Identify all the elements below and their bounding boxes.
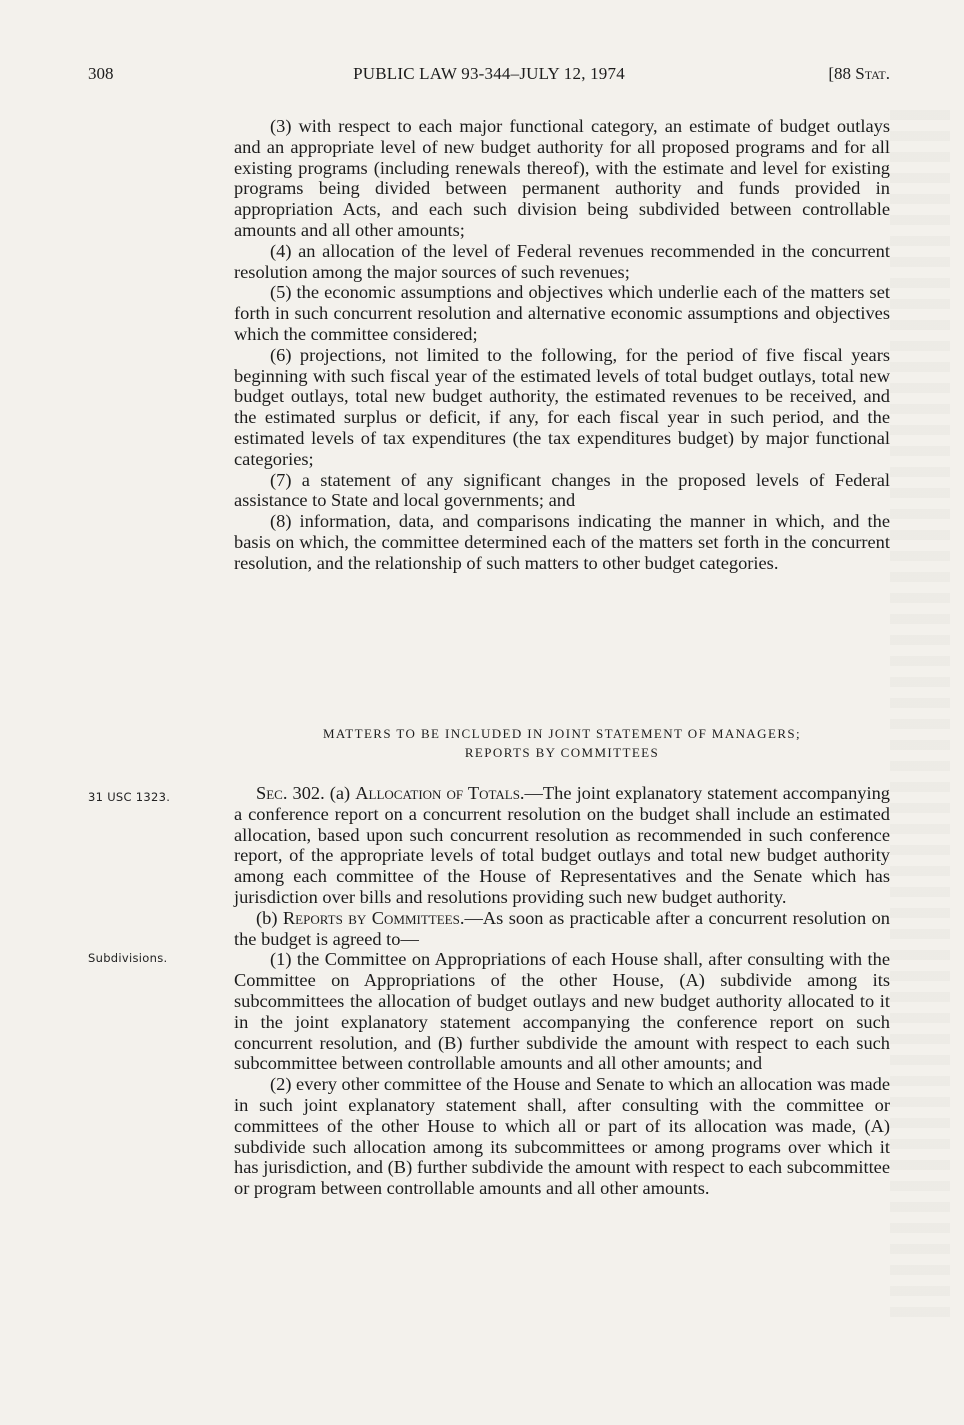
paragraph-7: (7) a statement of any significant changes in the proposed levels of Federal assistance to State and local governments; and: [234, 469, 890, 511]
subsection-a: Sec. 302. (a) Allocation of Totals.—The joint explanatory statement accompanying a conference report on a concurrent resolution on the budget shall include an estimated allocation, based upon such concurrent resolution as recommended in such conference report, of the appropriate levels of total budget outlays and total new budget authority among each committee of the House of Representatives and the Senate which has jurisdiction over bills and resolutions providing such new budget authority.: [234, 783, 890, 907]
section-heading-line-2: REPORTS BY COMMITTEES: [464, 745, 660, 760]
continued-list: [234, 116, 890, 574]
page-title: PUBLIC LAW 93-344–JULY 12, 1974: [353, 64, 625, 83]
subsection-b-1: (1) the Committee on Appropriations of each House shall, after consulting with the Committee on Appropriations of the other House, (A) subdivide among its subcommittees the allocation of budget outlays and new budget authority allocated to it in the joint explanatory statement accompanying the conference report on such concurrent resolution, and (B) further subdivide the amount with respect to each such subcommittee between controllable amounts and all other amounts; and: [234, 949, 890, 1074]
subsection-b-2: (2) every other committee of the House and Senate to which an allocation was made in such joint explanatory statement shall, after consulting with the committee or committees of the other House to which all or part of its allocation was made, (A) subdivide such allocation among its subcommittees or among programs over which it has jurisdiction, and (B) further subdivide the amount with respect to each subcommittee or program between controllable amounts and all other amounts.: [234, 1074, 890, 1199]
paragraph-6: (6) projections, not limited to the following, for the period of five fiscal years beginning with such fiscal year of the estimated levels of total budget outlays, total new budget outlays, total new budget authority, the estimated revenues to be received, and the estimated surplus or deficit, if any, for each fiscal year in such period, and the estimated levels of tax expenditures (the tax expenditures budget) by major functional categories;: [234, 344, 890, 469]
margin-note-usc: 31 USC 1323.: [88, 790, 171, 804]
statute-reference: [88 Stat.: [828, 64, 890, 83]
paragraph-4: (4) an allocation of the level of Federal revenues recommended in the concurrent resolution among the major sources of such revenues;: [234, 240, 890, 282]
paragraph-5: (5) the economic assumptions and objectives which underlie each of the matters set forth in such concurrent resolution and alternative economic assumptions and objectives which the committee considered;: [234, 282, 890, 344]
subsection-b: (b) Reports by Committees.—As soon as practicable after a concurrent resolution on the budget is agreed to—: [234, 907, 890, 949]
paragraph-8: (8) information, data, and comparisons indicating the manner in which, and the basis on which, the committee determined each of the matters set forth in the concurrent resolution, and the relationship of such matters to other budget categories.: [234, 511, 890, 573]
margin-note-subdivisions: Subdivisions.: [88, 951, 168, 965]
page-number: 308: [88, 64, 114, 83]
section-heading: [234, 724, 890, 762]
page-header: [88, 64, 890, 88]
section-302: [234, 783, 890, 1199]
subsection-b-heading: Reports by Committees.: [282, 907, 465, 928]
bleed-through-shadow: [890, 110, 950, 1320]
section-heading-line-1: MATTERS TO BE INCLUDED IN JOINT STATEMENT OF MANAGERS;: [322, 726, 802, 741]
section-number: Sec. 302.: [256, 783, 325, 803]
paragraph-3: (3) with respect to each major functional category, an estimate of budget outlays and an appropriate level of new budget authority for all proposed programs and for all existing programs (including renewals thereof), with the estimate and level for existing programs being divided between permanent authority and funds provided in appropriation Acts, and each such division being subdivided between controllable amounts and all other amounts;: [234, 116, 890, 240]
subsection-a-heading: Allocation of Totals.: [355, 783, 525, 803]
